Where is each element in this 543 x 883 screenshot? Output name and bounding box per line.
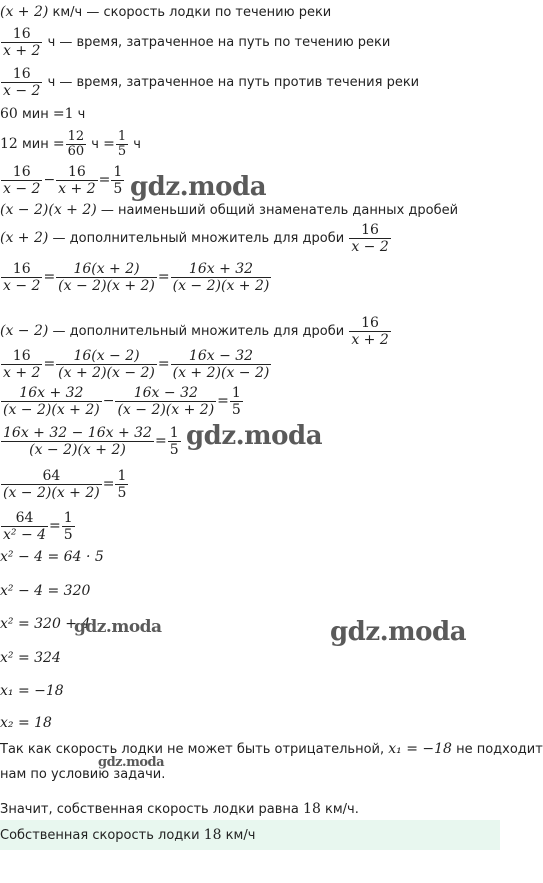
equals: = — [103, 136, 115, 152]
denominator: x + 2 — [3, 365, 41, 381]
denominator: (x − 2)(x + 2) — [117, 402, 215, 418]
numerator: 64 — [1, 468, 102, 485]
root-2: x₂ = 18 — [0, 715, 52, 731]
denominator: 5 — [169, 442, 179, 458]
numerator: 16 — [1, 348, 42, 365]
text: ч — [129, 137, 141, 152]
answer-number: 18 — [203, 827, 222, 843]
text: ч — [87, 137, 104, 152]
denominator: x + 2 — [3, 43, 41, 59]
fraction — [56, 348, 157, 381]
watermark: gdz.moda — [98, 755, 165, 770]
fraction — [349, 222, 390, 255]
fraction — [1, 164, 42, 197]
denominator: 5 — [117, 144, 127, 159]
text: мин — [17, 107, 53, 122]
equals: = — [157, 269, 170, 285]
line-multiplier-2 — [0, 315, 392, 348]
fraction — [62, 510, 75, 543]
denominator: (x − 2)(x + 2) — [3, 485, 100, 501]
conclusion-line-3 — [0, 800, 359, 819]
denominator: 5 — [63, 527, 73, 543]
equation-8: x² − 4 = 64 · 5 — [0, 549, 104, 565]
text: ч — время, затраченное на путь по течению реки — [43, 35, 391, 50]
numerator: 1 — [117, 129, 127, 144]
denominator: (x − 2)(x + 2) — [172, 278, 270, 294]
answer-box — [0, 820, 500, 850]
text: Так как скорость лодки не может быть отрицательной, — [0, 742, 389, 757]
math-expr: (x − 2)(x + 2) — [0, 202, 97, 218]
equals: = — [43, 356, 56, 372]
fraction — [349, 315, 390, 348]
math-expr: (x + 2) — [0, 4, 49, 20]
numerator: 16 — [1, 261, 42, 278]
fraction — [230, 385, 243, 418]
text: мин — [17, 137, 53, 152]
equals: = — [43, 269, 56, 285]
denominator: 5 — [113, 181, 123, 197]
equation-7 — [0, 510, 76, 543]
numerator: 12 — [67, 129, 85, 144]
denominator: x + 2 — [58, 181, 96, 197]
denominator: x − 2 — [351, 239, 389, 255]
conclusion-line-1 — [0, 740, 543, 759]
text: — дополнительный множитель для дроби — [48, 324, 349, 339]
fraction — [1, 385, 102, 418]
equation-2 — [0, 261, 272, 294]
text: — дополнительный множитель для дроби — [48, 231, 349, 246]
answer-text: Собственная скорость лодки — [0, 828, 204, 843]
text: км/ч. — [320, 802, 359, 817]
numerator: 16 — [1, 164, 42, 181]
fraction — [171, 348, 272, 381]
math-expr: (x + 2) — [0, 230, 49, 246]
equals: = — [98, 172, 111, 188]
operator: − — [43, 172, 56, 188]
equals: = — [102, 476, 115, 492]
watermark: gdz.moda — [130, 172, 267, 202]
denominator: x − 2 — [3, 83, 41, 99]
fraction — [1, 510, 48, 543]
equals: = — [52, 136, 65, 152]
numerator: 16x + 32 — [1, 385, 102, 402]
line-time-downstream — [0, 26, 390, 59]
fraction — [1, 261, 42, 294]
numerator: 1 — [117, 468, 127, 484]
fraction — [1, 348, 42, 381]
text: ч — время, затраченное на путь против течения реки — [43, 75, 420, 90]
equation-6 — [0, 468, 129, 501]
denominator: (x − 2)(x + 2) — [3, 402, 100, 418]
denominator: (x + 2)(x − 2) — [172, 365, 270, 381]
answer-text: км/ч — [221, 828, 256, 843]
watermark: gdz.moda — [186, 421, 323, 451]
fraction — [171, 261, 272, 294]
line-12-min — [0, 130, 141, 159]
text: не подходит — [451, 742, 543, 757]
conclusion-line-2: нам по условию задачи. — [0, 767, 166, 782]
text: — наименьший общий знаменатель данных дробей — [96, 203, 459, 218]
denominator: 5 — [231, 402, 241, 418]
math-expr: x₁ = −18 — [388, 741, 452, 757]
text: Значит, собственная скорость лодки равна — [0, 802, 304, 817]
line-60-min — [0, 105, 85, 124]
denominator: x − 2 — [3, 278, 41, 294]
equals: = — [217, 393, 229, 409]
fraction — [115, 468, 128, 501]
equation-5 — [0, 425, 182, 458]
fraction — [115, 385, 216, 418]
fraction — [168, 425, 181, 458]
number: =1 — [52, 106, 74, 122]
fraction — [66, 130, 87, 159]
math-expr: (x − 2) — [0, 323, 49, 339]
denominator: x + 2 — [351, 332, 389, 348]
number: 18 — [303, 801, 321, 817]
numerator: 16x + 32 − 16x + 32 — [3, 425, 152, 441]
equals: = — [49, 518, 61, 534]
text: км/ч — скорость лодки по течению реки — [48, 5, 332, 20]
denominator: x² − 4 — [3, 527, 47, 543]
numerator: 16x − 32 — [171, 348, 272, 365]
denominator: 5 — [117, 485, 127, 501]
numerator: 16 — [1, 66, 42, 83]
equation-1 — [0, 164, 125, 197]
fraction — [56, 261, 157, 294]
line-multiplier-1 — [0, 222, 392, 255]
numerator: 16x + 32 — [171, 261, 272, 278]
line-time-upstream — [0, 66, 419, 99]
numerator: 16(x + 2) — [56, 261, 157, 278]
numerator: 16 — [56, 164, 97, 181]
root-1: x₁ = −18 — [0, 683, 64, 699]
numerator: 16(x − 2) — [56, 348, 157, 365]
watermark: gdz.moda — [330, 617, 467, 647]
text: ч — [73, 107, 86, 122]
equation-9: x² − 4 = 320 — [0, 583, 91, 599]
line-common-denominator — [0, 201, 458, 220]
equation-4 — [0, 385, 244, 418]
equals: = — [157, 356, 170, 372]
equation-11: x² = 324 — [0, 650, 61, 666]
numerator: 1 — [231, 385, 241, 401]
fraction — [1, 66, 42, 99]
equation-3 — [0, 348, 272, 381]
fraction — [1, 468, 102, 501]
numerator: 1 — [113, 164, 123, 180]
numerator: 16 — [349, 315, 390, 332]
equals: = — [154, 433, 167, 449]
numerator: 16 — [1, 26, 42, 43]
denominator: 60 — [67, 144, 85, 159]
denominator: (x − 2)(x + 2) — [29, 442, 126, 458]
watermark: gdz.moda — [74, 617, 162, 637]
number: 12 — [0, 136, 18, 152]
numerator: 16 — [349, 222, 390, 239]
equation-10: x² = 320 + 4 — [0, 616, 91, 632]
numerator: 64 — [1, 510, 48, 527]
fraction — [1, 425, 154, 458]
fraction — [1, 26, 42, 59]
numerator: 1 — [169, 425, 179, 441]
numerator: 1 — [63, 510, 73, 526]
fraction — [56, 164, 97, 197]
denominator: (x + 2)(x − 2) — [58, 365, 155, 381]
fraction — [111, 164, 124, 197]
fraction — [116, 130, 128, 159]
number: 60 — [0, 106, 18, 122]
denominator: x − 2 — [3, 181, 41, 197]
numerator: 16x − 32 — [115, 385, 216, 402]
denominator: (x − 2)(x + 2) — [58, 278, 155, 294]
line-speed-downstream — [0, 3, 331, 22]
operator: − — [102, 393, 115, 409]
